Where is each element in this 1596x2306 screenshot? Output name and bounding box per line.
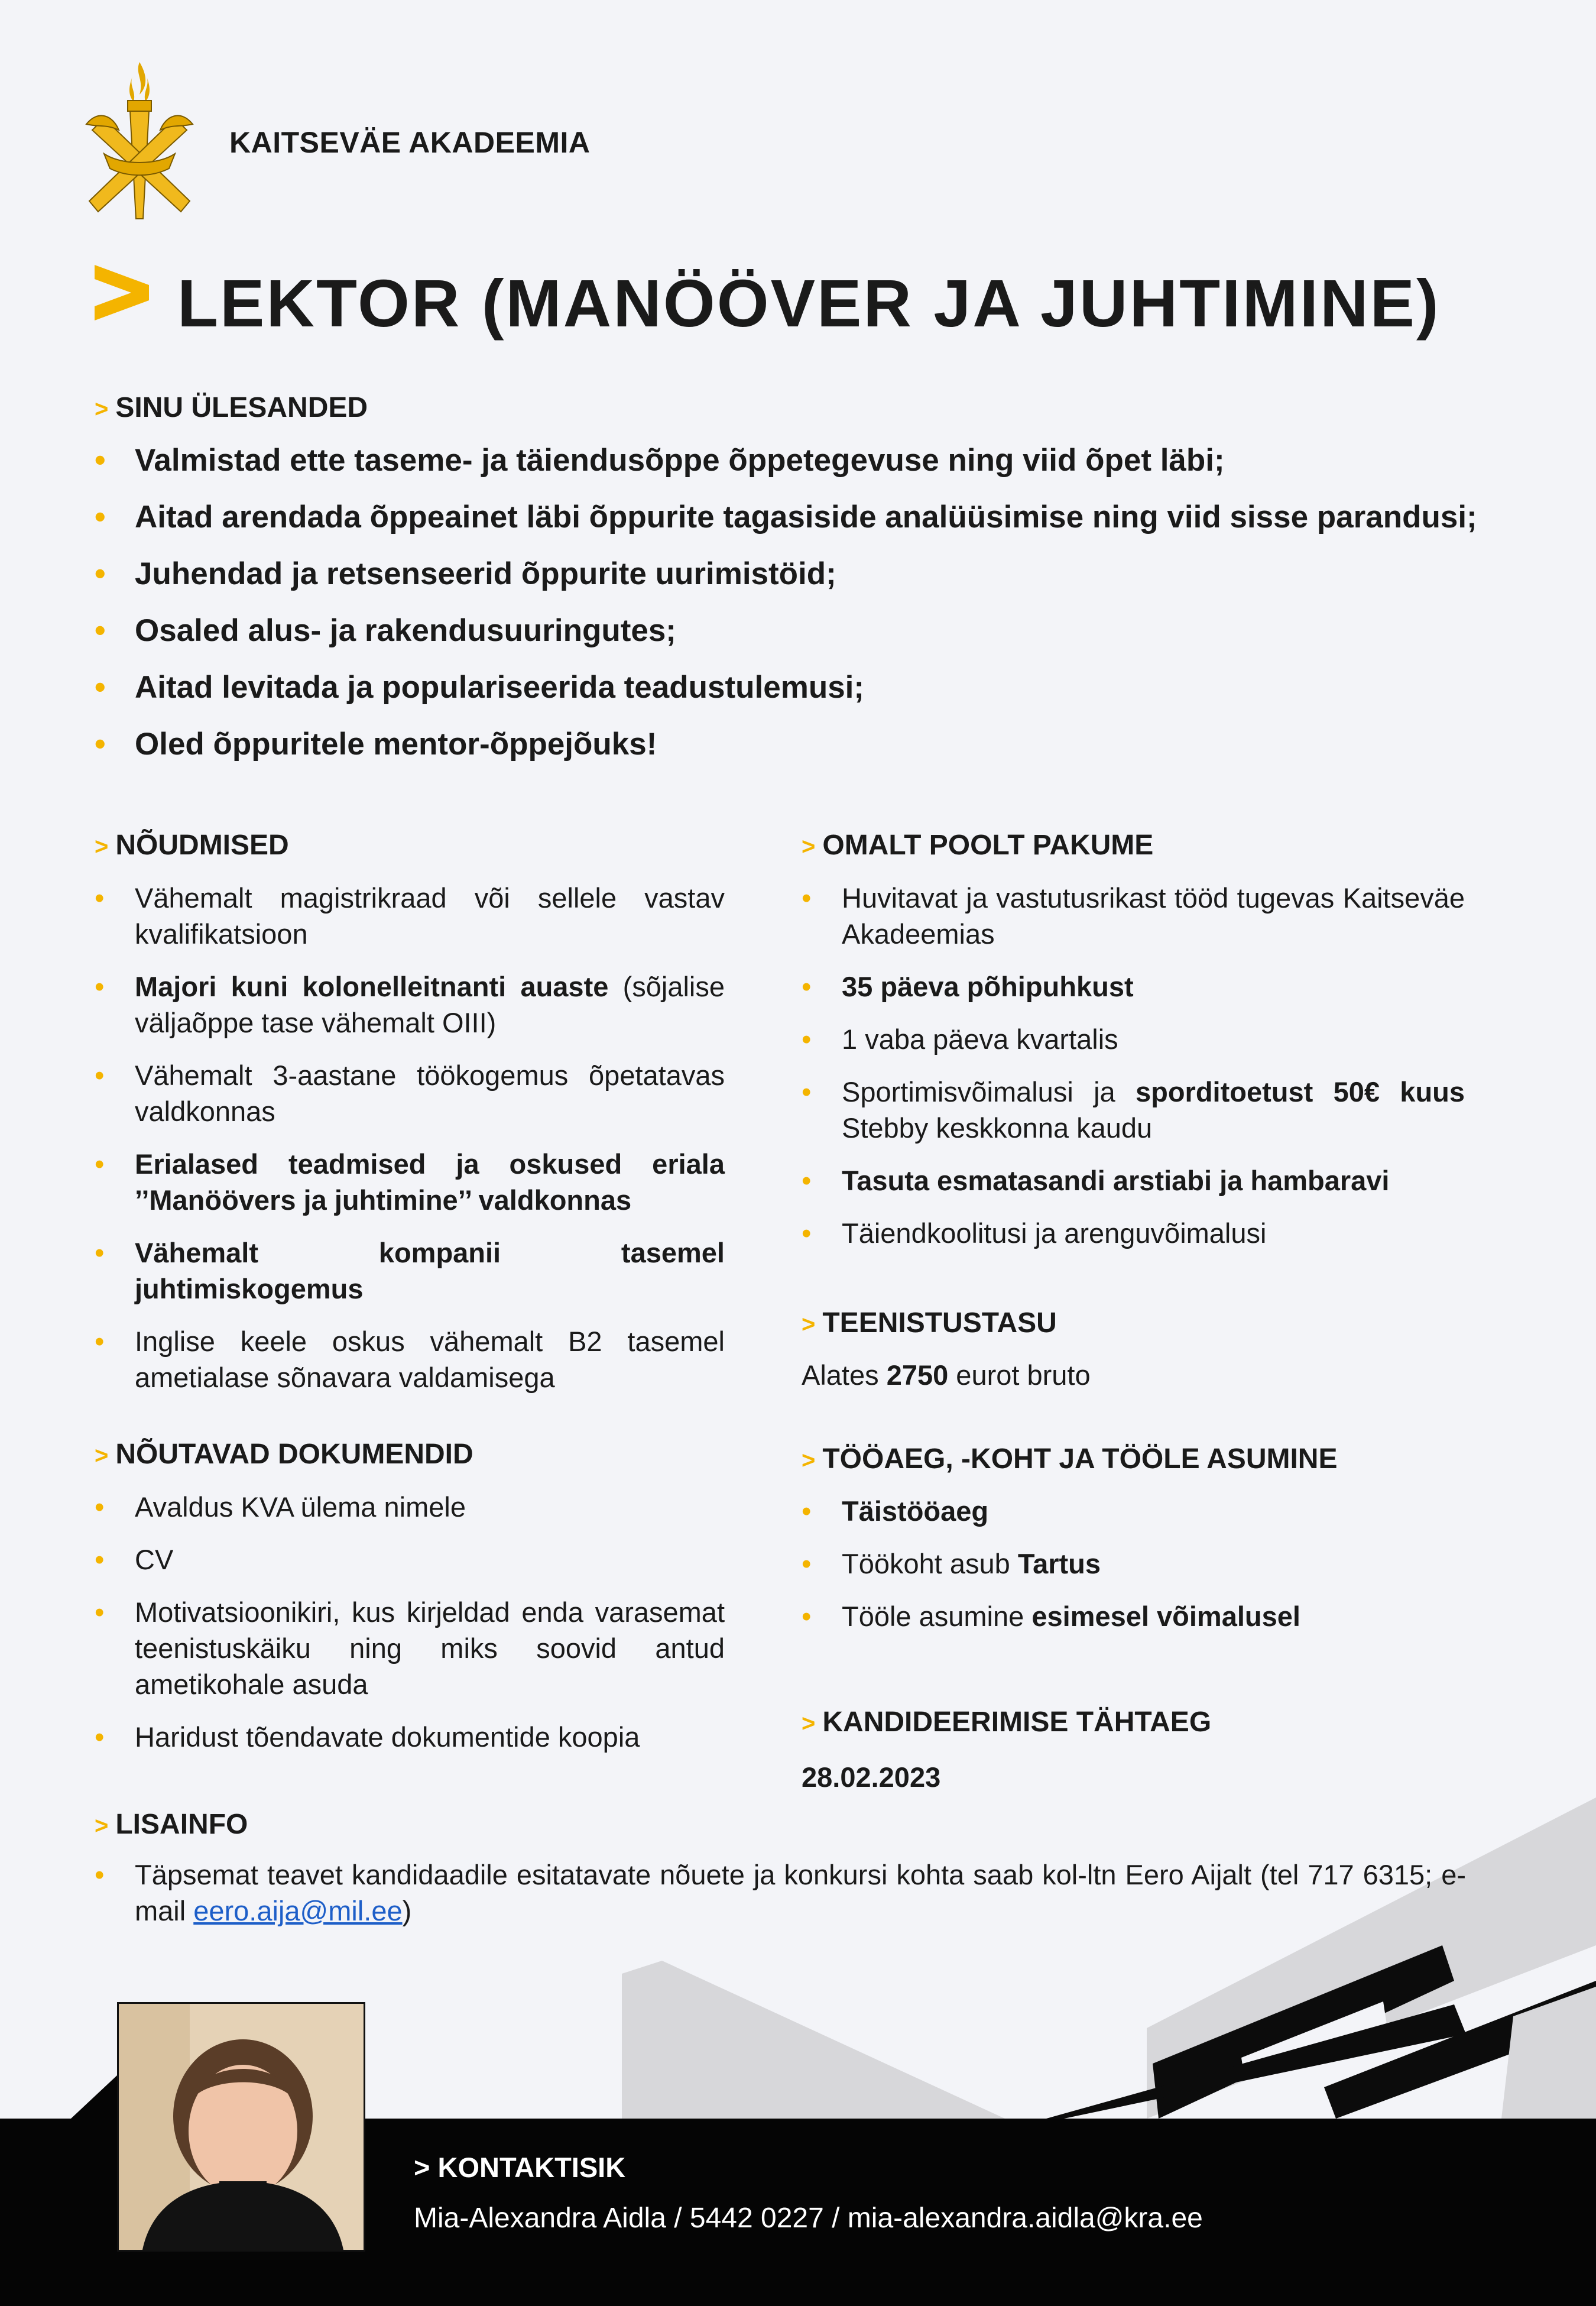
chevron-icon: > — [802, 1447, 816, 1473]
chevron-icon: > — [414, 2152, 438, 2183]
documents-list — [95, 1489, 725, 1771]
list-item: • 35 päeva põhipuhkust — [802, 969, 1465, 1005]
list-item: • Tööle asumine esimesel võimalusel — [802, 1598, 1465, 1634]
list-item: • Majori kuni kolonelleitnanti auaste (sõjalise väljaõppe tase vähemalt OIII) — [95, 969, 725, 1041]
salary-text: Alates 2750 eurot bruto — [802, 1359, 1091, 1391]
list-item: • Täpsemat teavet kandidaadile esitatavate nõuete ja konkursi kohta saab kol-ltn Eero Aijalt (tel 717 6315; e-mail eero.aija@mil.ee) — [95, 1857, 1466, 1929]
offer-list — [802, 880, 1465, 1268]
contact-photo — [117, 2002, 365, 2252]
chevron-icon: > — [802, 1711, 816, 1737]
list-item: • Vähemalt magistrikraad või sellele vastav kvalifikatsioon — [95, 880, 725, 952]
chevron-icon: > — [802, 1311, 816, 1337]
requirements-heading: > NÕUDMISED — [95, 830, 289, 861]
list-item: • Sportimisvõimalusi ja sporditoetust 50€ kuus Stebby keskkonna kaudu — [802, 1074, 1465, 1146]
list-item: • 1 vaba päeva kvartalis — [802, 1021, 1465, 1057]
chevron-right-icon — [95, 265, 149, 324]
avatar — [119, 2004, 364, 2250]
kva-emblem-icon — [80, 59, 199, 228]
list-item: • Inglise keele oskus vähemalt B2 tasemel ametialase sõnavara valdamisega — [95, 1323, 725, 1395]
list-item: • Tasuta esmatasandi arstiabi ja hambaravi — [802, 1162, 1465, 1199]
deadline-heading: > KANDIDEERIMISE TÄHTAEG — [802, 1706, 1212, 1738]
list-item: • Vähemalt kompanii tasemel juhtimiskogemus — [95, 1235, 725, 1307]
extra-list — [95, 1857, 1466, 1929]
requirements-list — [95, 880, 725, 1412]
list-item: • CV — [95, 1541, 725, 1578]
list-item: • Vähemalt 3-aastane töökogemus õpetatavas valdkonnas — [95, 1057, 725, 1129]
tasks-heading: > SINU ÜLESANDED — [95, 392, 368, 423]
list-item: • Aitad arendada õppeainet läbi õppurite tagasiside analüüsimise ning viid sisse parandusi; — [95, 497, 1525, 537]
email-link[interactable]: eero.aija@mil.ee — [193, 1895, 403, 1926]
worktime-heading: > TÖÖAEG, -KOHT JA TÖÖLE ASUMINE — [802, 1443, 1338, 1475]
chevron-icon: > — [802, 834, 816, 860]
chevron-icon: > — [95, 1813, 109, 1839]
page-title: LEKTOR (MANÖÖVER JA JUHTIMINE) — [177, 266, 1441, 341]
list-item: • Osaled alus- ja rakendusuuringutes; — [95, 611, 1525, 651]
list-item: • Töökoht asub Tartus — [802, 1546, 1465, 1582]
chevron-icon: > — [95, 1443, 109, 1469]
documents-heading: > NÕUTAVAD DOKUMENDID — [95, 1439, 473, 1470]
offer-heading: > OMALT POOLT PAKUME — [802, 830, 1154, 861]
list-item: • Aitad levitada ja populariseerida teadustulemusi; — [95, 668, 1525, 708]
extra-heading: > LISAINFO — [95, 1809, 248, 1840]
list-item: • Huvitavat ja vastutusrikast tööd tugevas Kaitseväe Akadeemias — [802, 880, 1465, 952]
list-item: • Motivatsioonikiri, kus kirjeldad enda varasemat teenistuskäiku ning miks soovid antud ametikohale asuda — [95, 1594, 725, 1702]
chevron-icon: > — [95, 396, 109, 422]
chevron-icon: > — [95, 834, 109, 860]
list-item: • Täiendkoolitusi ja arenguvõimalusi — [802, 1215, 1465, 1251]
list-item: • Erialased teadmised ja oskused eriala ’’Manöövers ja juhtimine’’ valdkonnas — [95, 1146, 725, 1218]
list-item: • Juhendad ja retsenseerid õppurite uurimistöid; — [95, 554, 1525, 594]
deadline-date: 28.02.2023 — [802, 1761, 941, 1793]
list-item: • Valmistad ette taseme- ja täiendusõppe õppetegevuse ning viid õpet läbi; — [95, 441, 1525, 481]
salary-heading: > TEENISTUSTASU — [802, 1307, 1057, 1339]
footer-notch — [71, 2075, 124, 2123]
contact-line: Mia-Alexandra Aidla / 5442 0227 / mia-alexandra.aidla@kra.ee — [414, 2203, 1203, 2234]
contact-heading: > KONTAKTISIK — [414, 2152, 626, 2183]
org-name: KAITSEVÄE AKADEEMIA — [229, 126, 591, 159]
list-item: • Oled õppuritele mentor-õppejõuks! — [95, 724, 1525, 765]
list-item: • Avaldus KVA ülema nimele — [95, 1489, 725, 1525]
list-item: • Täistööaeg — [802, 1493, 1465, 1529]
worktime-list — [802, 1493, 1465, 1651]
tasks-list — [95, 441, 1525, 781]
list-item: • Haridust tõendavate dokumentide koopia — [95, 1719, 725, 1755]
